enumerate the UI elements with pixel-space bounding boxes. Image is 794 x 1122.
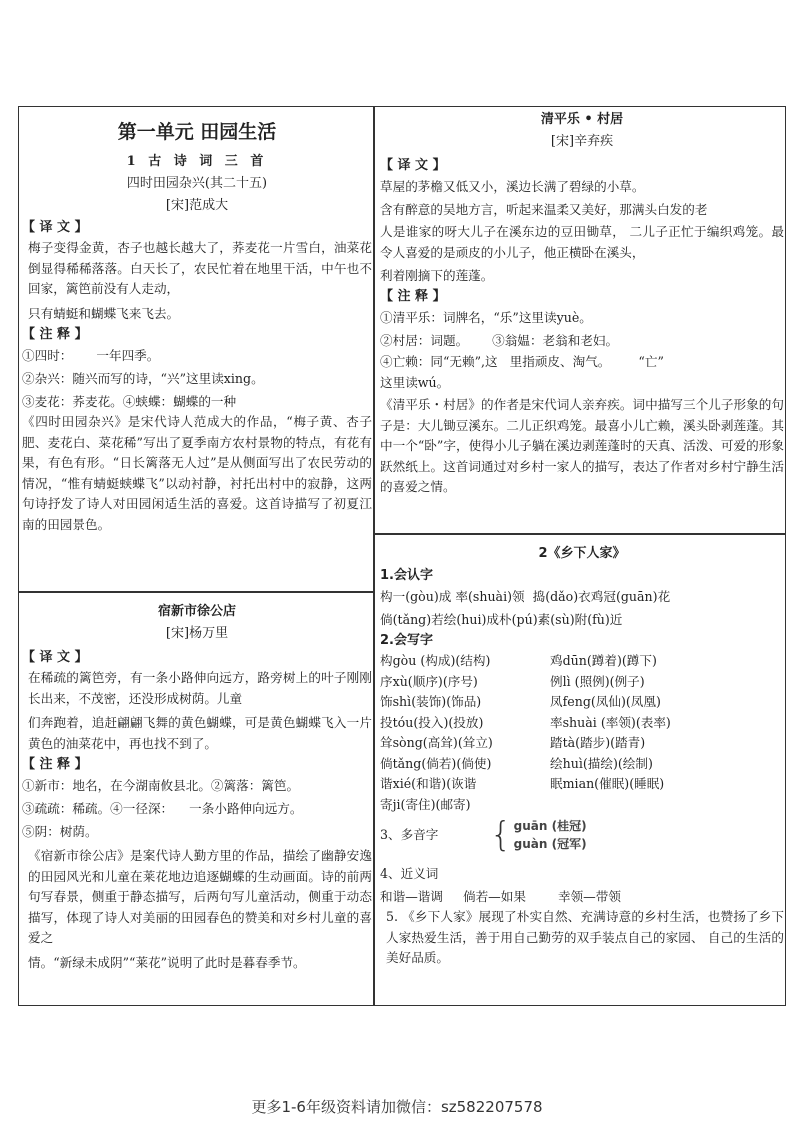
section-label-write: 2.会写字	[380, 633, 433, 648]
section-label-recognize: 1.会认字	[380, 568, 433, 583]
translation-label: 【 译 文 】	[22, 220, 88, 235]
write-entry: 投tóu(投入)(投放)	[380, 714, 484, 730]
write-entry: 谐xié(和谐)(诙谐	[380, 776, 477, 791]
poem-cell-qingpingle	[380, 109, 784, 498]
write-row	[380, 795, 784, 816]
write-entry: 踏tà(踏步)(踏青)	[550, 735, 646, 750]
translation-text: 含有醉意的吴地方言，听起来温柔又美好，那满头白发的老	[380, 202, 708, 217]
poem-author: [宋]杨万里	[165, 626, 229, 641]
poem-author: [宋]范成大	[165, 198, 229, 213]
write-row	[380, 774, 784, 795]
write-entry: 耸sòng(高耸)(耸立)	[380, 735, 493, 750]
summary-text: 5. 《乡下人家》展现了朴实自然、充满诗意的乡村生活，也赞扬了乡下人家热爱生活，善于用自己勤劳的双手装点自己的家园、 自己的生活的美好品质。	[386, 909, 784, 965]
analysis-text: 《清平乐・村居》的作者是宋代词人亲弃疾。词中描写三个儿子形象的句子是：大儿锄豆溪东。二儿正织鸡笼。最喜小儿亡赖，溪头卧剥莲蓬。其中一个“卧”字，使得小儿子躺在溪边剥莲蓬时的天真、活泼、可爱的形象跃然纸上。这首词通过对乡村一家人的描写，表达了作者对乡村宁静生活的喜爱之情。	[380, 397, 784, 494]
translation-text: 们奔跑着，追赶翩翩飞舞的黄色蝴蝶，可是黄色蝴蝶飞入一片黄色的油菜花中，再也找不到了。	[28, 715, 372, 751]
write-entry: 倘tǎng(倘若)(倘使)	[380, 755, 492, 771]
translation-label: 【 译 文 】	[380, 158, 446, 173]
write-entry: 眠mian(催眠)(睡眠)	[550, 776, 665, 791]
notes-label: 【 注 释 】	[22, 327, 88, 342]
write-grid	[380, 651, 784, 815]
poem-title: 宿新市徐公店	[157, 604, 236, 619]
analysis-text: 《四时田园杂兴》是宋代诗人范成大的作品，“梅子黄、杏子肥、麦花白、菜花稀”写出了夏季南方农村景物的特点，有花有果，有色有形。“日长篱落无人过”是从侧面写出了农民劳动的情况，“惟有蜻蜓蛱蝶飞”以动衬静，衬托出村中的寂静，这两句诗抒发了诗人对田园闲适生活的喜爱。这首诗描写了初夏江南的田园景色。	[22, 414, 372, 532]
write-entry: 鸡dūn(蹲着)(蹲下)	[550, 653, 657, 668]
notes-table	[18, 106, 786, 1006]
section-label-polyphone: 3、多音字	[380, 826, 439, 842]
column-divider	[373, 107, 375, 1005]
write-row	[380, 733, 784, 754]
note-item: ③疏疏：稀疏。④一径深： 一条小路伸向远方。	[22, 801, 303, 816]
poem-cell-suxinshi	[22, 601, 372, 973]
note-item: ②村居：词题。 ③翁媪：老翁和老妇。	[380, 333, 619, 348]
write-entry: 构gòu (构成)(结构)	[380, 653, 491, 668]
brace-icon: {	[490, 815, 512, 855]
write-entry: 饰shì(装饰)(饰品)	[380, 694, 482, 709]
write-entry: 率shuài (率领)(表率)	[550, 714, 671, 730]
polyphone-item: guān (桂冠)	[513, 819, 587, 833]
translation-text: 只有蜻蜓和蝴蝶飞来飞去。	[28, 305, 180, 321]
write-row	[380, 672, 784, 693]
poem-title: 清平乐 • 村居	[540, 112, 624, 127]
lesson-title: 1 古 诗 词 三 首	[126, 154, 268, 169]
note-item: ②杂兴：随兴而写的诗，“兴”这里读xing。	[22, 371, 264, 386]
note-item: ④亡赖：同“无赖”,这 里指顽皮、淘气。 “亡”	[380, 354, 664, 369]
footer-contact: 更多1-6年级资料请加微信：sz582207578	[251, 1098, 543, 1116]
recognize-line: 倘(tǎng)若绘(hui)成朴(pú)素(sù)附(fù)近	[380, 612, 623, 627]
notes-label: 【 注 释 】	[22, 757, 88, 772]
translation-text: 在稀疏的篱笆旁，有一条小路伸向远方，路旁树上的叶子刚刚长出来，不茂密，还没形成树荫。儿童	[28, 670, 372, 706]
note-item: ③麦花：荞麦花。④蛱蝶：蝴蝶的一种	[22, 394, 237, 409]
write-row	[380, 692, 784, 713]
write-row	[380, 651, 784, 672]
polyphone-item: guàn (冠军)	[513, 837, 587, 851]
lesson-title: 2《乡下人家》	[538, 546, 626, 561]
analysis-text: 情。“新绿未成阴”“莱花”说明了此时是暮春季节。	[28, 954, 306, 970]
write-entry: 绘huì(描绘)(绘制)	[550, 755, 653, 771]
write-entry: 例lì (照例)(例子)	[550, 673, 645, 689]
lesson-cell-xiangxiarenjia	[380, 539, 784, 969]
translation-text: 利着刚摘下的莲蓬。	[380, 268, 494, 283]
analysis-text: 《宿新市徐公店》是案代诗人勤方里的作品，描绘了幽静安逸的田园风光和儿童在莱花地边追逐蝴蝶的生动画面。诗的前两句写春景，侧重于静态描写，后两句写儿童活动，侧重于动态描写，体现了诗人对美丽的田园春色的赞美和对乡村儿童的喜爱之	[28, 848, 372, 945]
translation-text: 梅子变得金黄，杏子也越长越大了，荞麦花一片雪白，油菜花倒显得稀稀落落。白天长了，农民忙着在地里干活，中午也不回家，篱笆前没有人走动，	[28, 240, 372, 296]
write-row	[380, 713, 784, 734]
translation-label: 【 译 文 】	[22, 650, 88, 665]
note-item: ①清平乐：词牌名，“乐”这里读yuè。	[380, 310, 592, 325]
write-entry: 序xù(顺序)(序号)	[380, 673, 478, 689]
write-entry: 寄ji(寄住)(邮寄)	[380, 796, 471, 812]
notes-label: 【 注 释 】	[380, 289, 446, 304]
note-item: ①四时： 一年四季。	[22, 348, 160, 363]
row-divider-right	[374, 533, 786, 535]
poem-cell-sishi	[22, 115, 372, 535]
write-row	[380, 754, 784, 775]
section-label-synonyms: 4、近义词	[380, 866, 439, 881]
row-divider-left	[19, 591, 374, 593]
unit-title: 第一单元 田园生活	[117, 121, 277, 143]
recognize-line: 构一(gòu)成 率(shuài)领 捣(dǎo)衣鸡冠(guān)花	[380, 589, 671, 604]
translation-text: 草屋的茅檐又低又小，溪边长满了碧绿的小草。	[380, 179, 645, 194]
polyphone-items	[514, 817, 587, 853]
poem-title: 四时田园杂兴(其二十五)	[126, 176, 268, 191]
write-entry: 凤feng(凤仙)(凤凰)	[550, 694, 661, 709]
polyphone-section	[380, 817, 784, 853]
synonyms-line: 和谐—谐调 倘若—如果 幸领—带领	[380, 889, 621, 904]
note-item: 这里读wú。	[380, 375, 450, 390]
note-item: ①新市：地名，在今湖南攸县北。②篱落：篱笆。	[22, 778, 300, 793]
translation-text: 人是谁家的呀大儿子在溪东边的豆田锄草， 二儿子正忙于编织鸡笼。最令人喜爱的是顽皮的小儿子，他正横卧在溪头，	[380, 224, 784, 260]
note-item: ⑤阴：树荫。	[22, 824, 98, 839]
poem-author: [宋]辛弃疾	[550, 134, 614, 149]
